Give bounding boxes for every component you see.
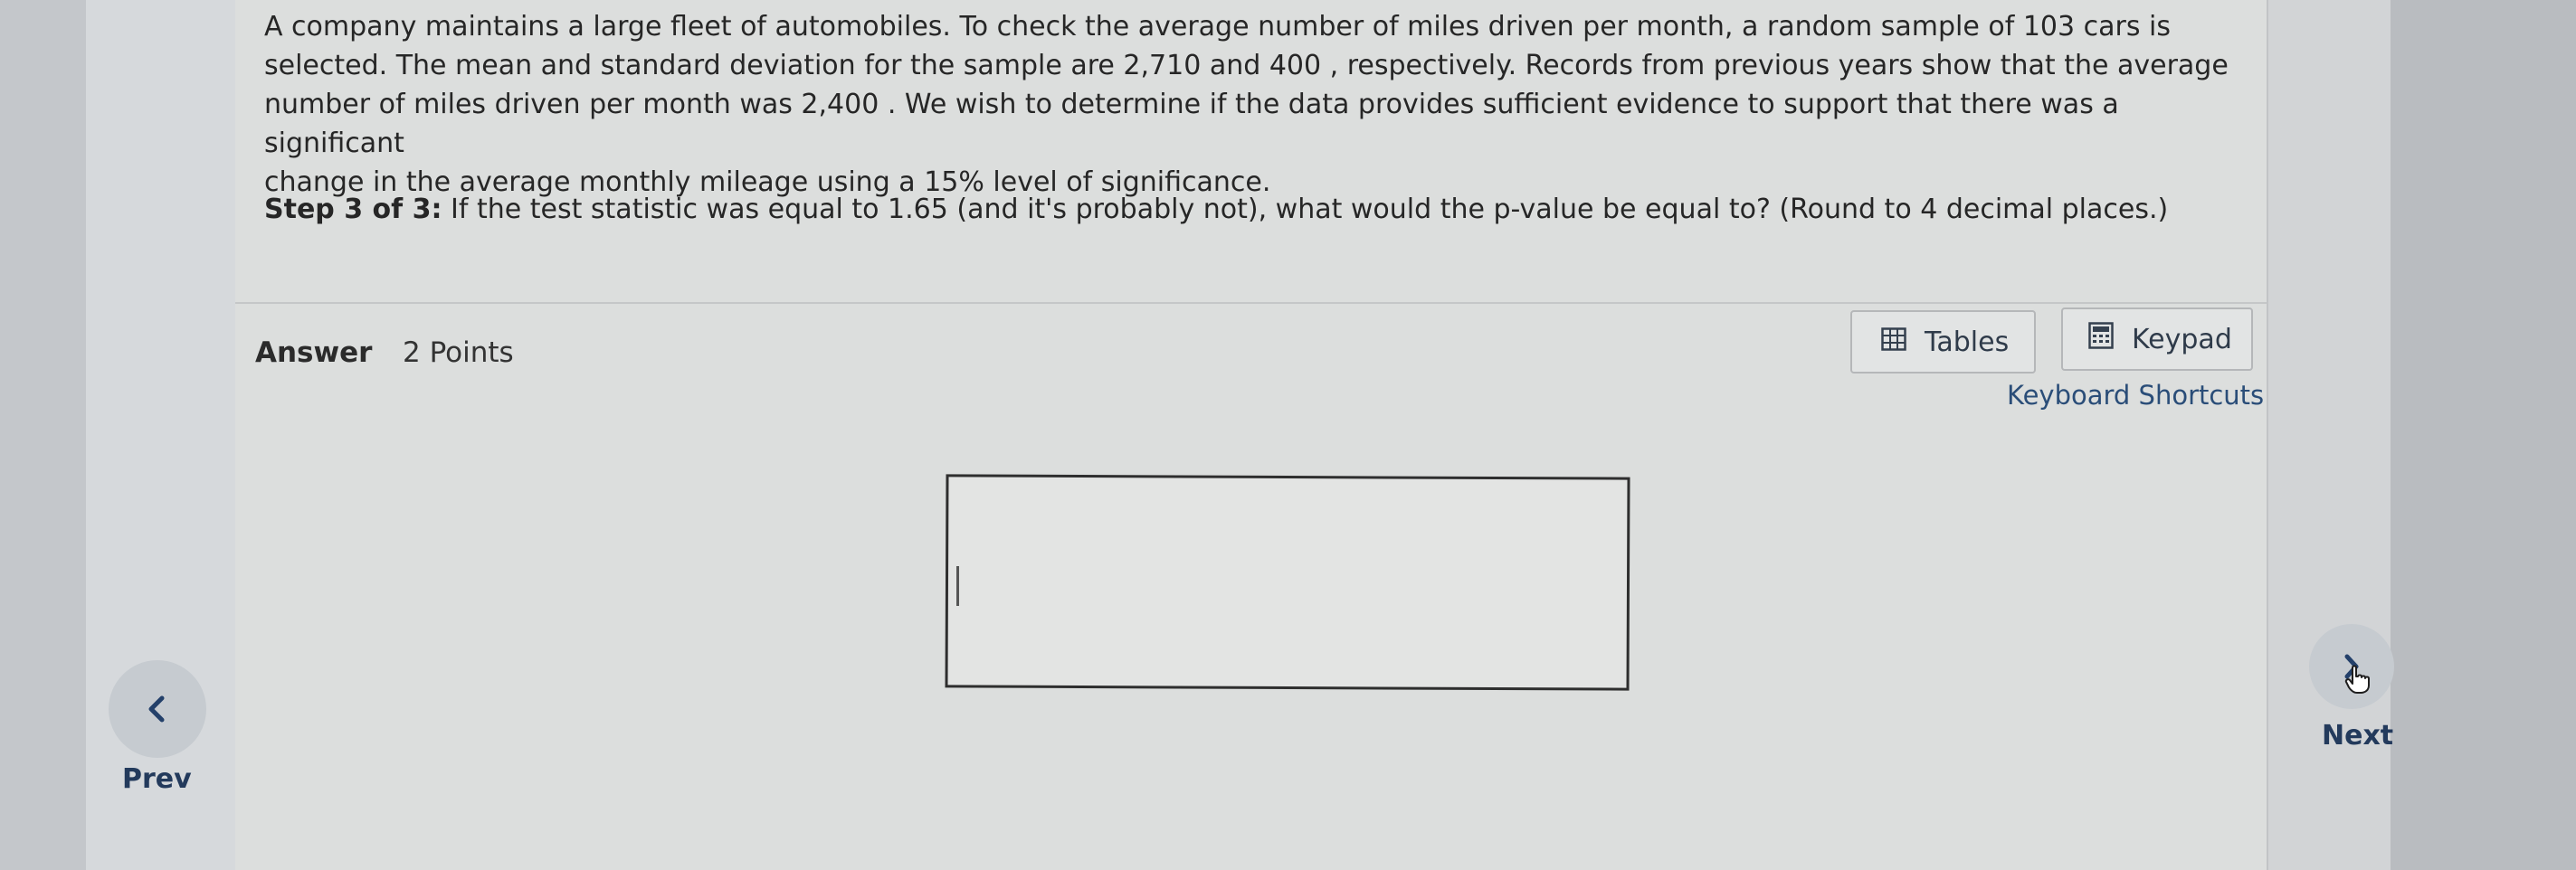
question-panel [235,0,2267,870]
question-line: selected. The mean and standard deviation for the sample are 2,710 and 400 , respectively. Records from previous years show that the average [264,50,2229,81]
hand-pointer-icon [2343,664,2372,695]
question-line: change in the average monthly mileage using a 15% level of significance. [264,166,1271,198]
answer-label: Answer [255,336,373,369]
next-button[interactable] [2309,624,2394,709]
tables-label: Tables [1925,326,2010,358]
keypad-button[interactable] [2061,307,2253,371]
keyboard-shortcuts-link[interactable]: Keyboard Shortcuts [2007,380,2265,411]
right-gutter [2391,0,2576,870]
question-block [235,0,2267,304]
step-question: If the test statistic was equal to 1.65 (and it's probably not), what would the p-value be equal to? (Round to 4 decimal places.) [442,194,2169,225]
points-label: 2 Points [403,336,514,369]
left-gutter [0,0,86,870]
prev-label[interactable]: Prev [122,763,192,795]
question-text [264,7,2255,202]
keypad-label: Keypad [2132,323,2232,355]
step-label: Step 3 of 3: [264,194,442,225]
table-grid-icon [1881,326,1906,358]
prev-button[interactable] [109,660,206,758]
text-caret [956,566,959,606]
chevron-left-icon [144,693,171,725]
step-prompt [264,190,2255,229]
question-line: A company maintains a large fleet of automobiles. To check the average number of miles driven per month, a random sample of 103 cars is [264,11,2171,43]
answer-input[interactable] [945,474,1630,690]
calculator-icon [2088,322,2114,356]
question-line: number of miles driven per month was 2,400 . We wish to determine if the data provides sufficient evidence to support that there was a significant [264,89,2119,159]
next-label[interactable]: Next [2322,720,2394,752]
tables-button[interactable] [1850,310,2036,374]
